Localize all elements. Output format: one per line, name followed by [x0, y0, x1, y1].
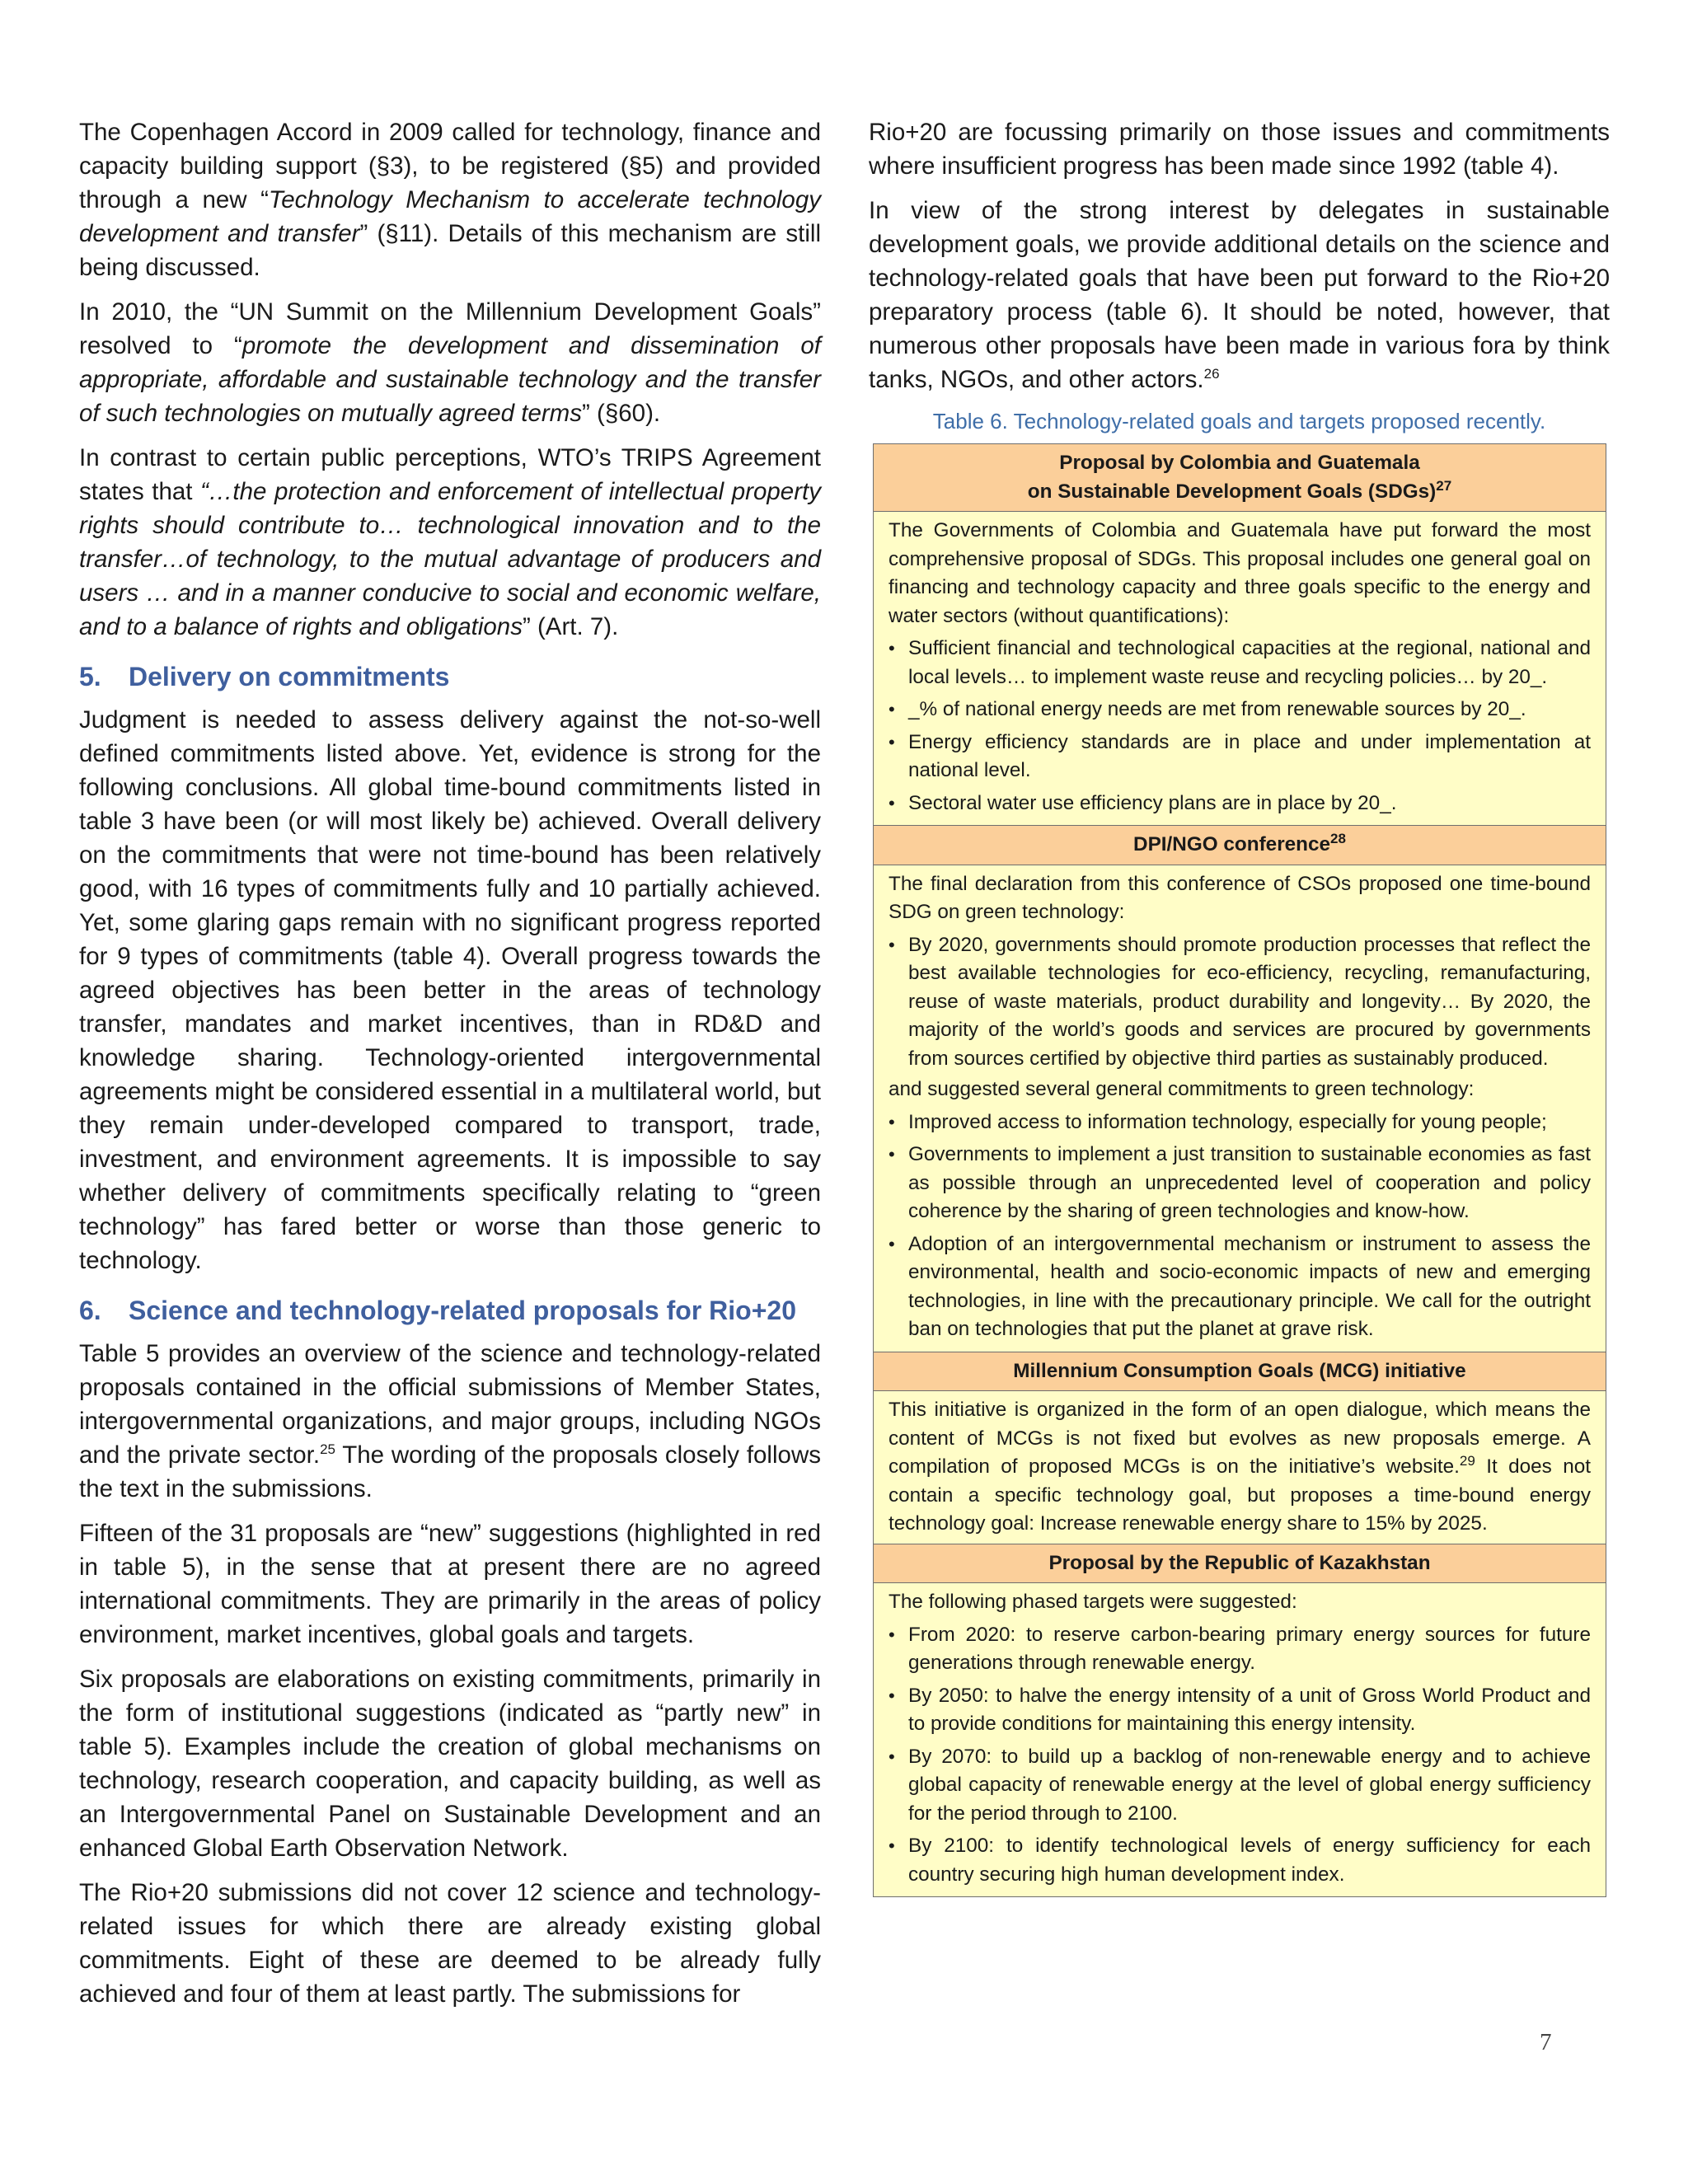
list-item: • Adoption of an intergovernmental mechanism or instrument to assess the environmental, health and socio-economic impacts of new and emerging technologies, in line with the precautionary principle. We call for the outright ban on technologies that put the planet at grave risk. [889, 1232, 1591, 1340]
list-item: • Sectoral water use efficiency plans are in place by 20_. [889, 791, 1397, 814]
paragraph-rio-focus: Rio+20 are focussing primarily on those issues and commitments where insufficient progress has been made since 1992 (table 4). [869, 119, 1610, 180]
list-item: • Governments to implement a just transition to sustainable economies as fast as possible through an unprecedented level of cooperation and policy coherence by the sharing of green technologies and know-how. [889, 1143, 1591, 1222]
list-item: • By 2020, governments should promote production processes that reflect the best available technologies for eco-efficiency, recycling, remanufacturing, reuse of waste materials, product durability and longevity… By 2020, the majority of the world’s goods and services are procured by governments from sources certified by objective third parties as sustainably produced. [889, 933, 1591, 1070]
footnote-ref-29[interactable]: 29 [1459, 1452, 1475, 1469]
bullet-list [889, 931, 1591, 1074]
list-item: • Sufficient financial and technological capacities at the regional, national and local levels… to implement waste reuse and recycling policies… by 20_. [889, 637, 1591, 688]
paragraph-trips: In contrast to certain public perceptions, WTO’s TRIPS Agreement states that “…the protection and enforcement of intellectual property rights should contribute to… technological innovation and to the transfer…of technology, to the mutual advantage of producers and users … and in a manner conducive to social and economic welfare, and to a balance of rights and obligations” (Art. 7). [79, 444, 821, 640]
paragraph-sdg-interest: In view of the strong interest by delegates in sustainable development goals, we provide additional details on the science and technology-related goals that have been put forward to the Rio+20 preparatory process (table 6). It should be noted, however, that numerous other proposals have been made in various fora by think tanks, NGOs, and other actors.$^{26}$ [869, 197, 1610, 393]
page-number: 7 [1540, 2029, 1552, 2055]
footnote-ref-25[interactable]: 25 [320, 1441, 335, 1458]
list-item: • By 2100: to identify technological levels of energy sufficiency for each country securing high human development index. [889, 1835, 1591, 1886]
section-heading-5: 5. Delivery on commitments [79, 662, 450, 691]
list-item: • Improved access to information technology, especially for young people; [889, 1110, 1547, 1133]
goals-table [873, 443, 1606, 1897]
table-section-body: The following phased targets were suggested: • From 2020: to reserve carbon-bearing primary energy sources for future generations through renewable energy. • By 2050: to halve the energy intensity of a unit of Gross World Product and to provide conditions for maintaining this energy intensity. • By 2070: to build up a backlog of non-renewable energy and to achieve global capacity of renewable energy at the level of global energy sufficiency for the period through to 2100. • By 2100: to identify technological levels of energy sufficiency for each country securing high human development index. [874, 1583, 1606, 1897]
footnote-ref-26[interactable]: 26 [1203, 366, 1220, 382]
paragraph-delivery: Judgment is needed to assess delivery against the not-so-well defined commitments listed above. Yet, evidence is strong for the following conclusions. All global time-bound commitments listed in table 3 have been (or will most likely be) achieved. Overall delivery on the commitments that were not time-bound has been relatively good, with 16 types of commitments fully and 10 partially achieved. Yet, some glaring gaps remain with no significant progress reported for 9 types of commitments (table 4). Overall progress towards the agreed objectives has been better in the areas of technology transfer, mandates and market incentives, than in RD&D and knowledge sharing. Technology-oriented intergovernmental agreements might be considered essential in a multilateral world, but they remain under-developed compared to transport, trade, investment, and environment agreements. It is impossible to say whether delivery of commitments specifically relating to “green technology” has fared better or worse than those generic to technology. [79, 706, 821, 1274]
table-section-body: The Governments of Colombia and Guatemala have put forward the most comprehensive proposal of SDGs. This proposal includes one general goal on financing and technology capacity and three goals specific to the energy and water sectors (without quantifications): • Sufficient financial and technological capacities at the regional, national and local levels… to implement waste reuse and recycling policies… by 20_. • _% of national energy needs are met from renewable sources by 20_. • Energy efficiency standards are in place and under implementation at national level. • Sectoral water use efficiency plans are in place by 20_. [874, 512, 1606, 826]
section-heading-6: 6. Science and technology-related proposals for Rio+20 [79, 1296, 796, 1325]
paragraph-new-proposals: Fifteen of the 31 proposals are “new” suggestions (highlighted in red in table 5), in the sense that at present there are no agreed international commitments. They are primarily in the areas of policy environment, market incentives, global goals and targets. [79, 1520, 821, 1648]
list-item: • Energy efficiency standards are in place and under implementation at national level. [889, 730, 1591, 781]
paragraph-copenhagen: The Copenhagen Accord in 2009 called for technology, finance and capacity building support (§3), to be registered (§5) and provided through a new “Technology Mechanism to accelerate technology development and transfer” (§11). Details of this mechanism are still being discussed. [79, 119, 821, 281]
left-column [79, 115, 821, 2022]
right-column [869, 115, 1610, 1897]
table-section-body: The final declaration from this conference of CSOs proposed one time-bound SDG on green technology: • By 2020, governments should promote production processes that reflect the best available technologies for eco-efficiency, recycling, remanufacturing, reuse of waste materials, product durability and longevity… By 2020, the majority of the world’s goods and services are procured by governments from sources certified by objective third parties as sustainably produced. and suggested several general commitments to green technology: • Improved access to information technology, especially for young people; • Governments to implement a just transition to sustainable economies as fast as possible through an unprecedented level of cooperation and policy coherence by the sharing of green technologies and know-how. • Adoption of an intergovernmental mechanism or instrument to assess the environmental, health and socio-economic impacts of new and emerging technologies, in line with the precautionary principle. We call for the outright ban on technologies that put the planet at grave risk. [874, 865, 1606, 1352]
paragraph-un-summit: In 2010, the “UN Summit on the Millennium Development Goals” resolved to “promote the development and dissemination of appropriate, affordable and sustainable technology and the transfer of such technologies on mutually agreed terms” (§60). [79, 298, 821, 427]
bullet-list [889, 635, 1591, 818]
paragraph-not-covered: The Rio+20 submissions did not cover 12 science and technology-related issues for which there are already existing global commitments. Eight of these are deemed to be already fully achieved and four of them at least partly. The submissions for [79, 1879, 821, 2008]
paragraph-table5-overview: Table 5 provides an overview of the science and technology-related proposals contained in the official submissions of Member States, intergovernmental organizations, and major groups, including NGOs and the private sector.$^{25}$ The wording of the proposals closely follows the text in the submissions. [79, 1340, 822, 1502]
table-section-header: Proposal by the Republic of Kazakhstan [874, 1544, 1606, 1583]
table-caption: Table 6. Technology-related goals and targets proposed recently. [932, 409, 1546, 434]
table-section-body: This initiative is organized in the form of an open dialogue, which means the content of MCGs is not fixed but evolves as new proposals emerge. A compilation of proposed MCGs is on the initiative’s website.$^{29}$ It does not contain a specific technology goal, but proposes a time-bound energy technology goal: Increase renewable energy share to 15% by 2025. [874, 1391, 1606, 1544]
paragraph-partly-new: Six proposals are elaborations on existing commitments, primarily in the form of institutional suggestions (indicated as “partly new” in table 5). Examples include the creation of global mechanisms on technology, research cooperation, and capacity building, as well as an Intergovernmental Panel on Sustainable Development and an enhanced Global Earth Observation Network. [79, 1666, 821, 1862]
table-section-header: DPI/NGO conference$^{28}$ [874, 826, 1606, 865]
list-item: • By 2070: to build up a backlog of non-renewable energy and to achieve global capacity of renewable energy at the level of global energy sufficiency for the period through to 2100. [889, 1745, 1591, 1825]
footnote-ref-27[interactable]: 27 [1436, 477, 1452, 494]
list-item: • From 2020: to reserve carbon-bearing primary energy sources for future generations through renewable energy. [889, 1623, 1591, 1674]
table-section-header: Millennium Consumption Goals (MCG) initiative [874, 1352, 1606, 1391]
list-item: • By 2050: to halve the energy intensity of a unit of Gross World Product and to provide conditions for maintaining this energy intensity. [889, 1684, 1591, 1735]
bullet-list [889, 1621, 1591, 1890]
footnote-ref-28[interactable]: 28 [1330, 830, 1346, 846]
list-item: • _% of national energy needs are met from renewable sources by 20_. [889, 698, 1526, 720]
table-section-header: Proposal by Colombia and Guatemala on Sustainable Development Goals (SDGs)$^{27}$ [874, 444, 1606, 512]
bullet-list [889, 1108, 1591, 1344]
